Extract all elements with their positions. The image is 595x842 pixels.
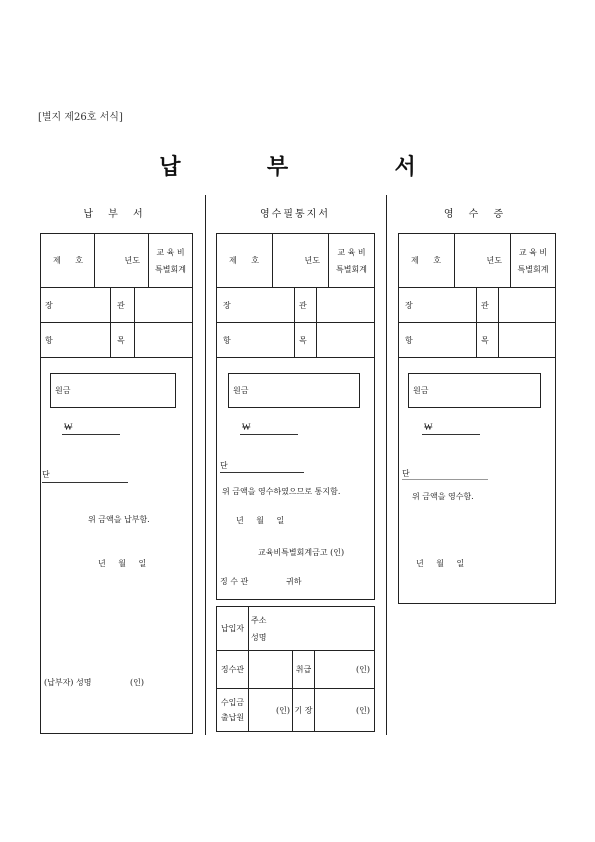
col2-ho: 호 xyxy=(251,256,260,265)
col3-account-line1: 교 육 비 xyxy=(518,247,548,257)
col3-number-cell xyxy=(399,234,455,288)
col1-ho: 호 xyxy=(75,256,84,265)
col3-mok-value xyxy=(499,323,556,358)
col2-amount-box xyxy=(228,373,360,408)
title-char-2: 부 xyxy=(266,154,289,180)
col3-account-cell xyxy=(511,234,556,288)
col2-statement: 위 금액을 영수하였으므로 통지함. xyxy=(222,487,341,496)
col2-collector-suffix: 귀하 xyxy=(286,577,302,586)
col1-header-table xyxy=(40,233,193,288)
col2-row-record-seal: (인) xyxy=(315,689,375,732)
col2-account-cell xyxy=(329,234,375,288)
col2-row-collector: 징수관 xyxy=(217,651,249,689)
col2-year-cell xyxy=(273,234,329,288)
col1-dan: 단 xyxy=(42,470,50,479)
col1-account-cell xyxy=(149,234,193,288)
page-title xyxy=(0,150,595,181)
col2-account-line1: 교 육 비 xyxy=(337,247,366,257)
col1-won-line xyxy=(62,434,120,435)
col3-dan: 단 xyxy=(402,469,410,478)
col2-account-line2: 특별회계 xyxy=(336,264,367,274)
col1-jang-value xyxy=(65,288,111,323)
col3-won-symbol: ₩ xyxy=(424,423,433,433)
col1-budget-table xyxy=(40,287,193,358)
col2-jang: 장 xyxy=(217,288,241,323)
col1-mok-value xyxy=(135,323,193,358)
col1-je: 제 xyxy=(53,256,61,265)
col1-title: 납 부 서 xyxy=(83,209,149,220)
col3-hang-value xyxy=(423,323,477,358)
col1-gwan-value xyxy=(135,288,193,323)
col1-amount-label: 원금 xyxy=(55,386,71,395)
col3-account-line2: 특별회계 xyxy=(517,264,549,274)
col2-payer-detail xyxy=(249,607,375,651)
col2-gwan-value xyxy=(317,288,375,323)
col3-date: 년 월 일 xyxy=(416,559,465,568)
col2-row-record: 기 장 xyxy=(293,689,315,732)
col3-header-table xyxy=(398,233,556,288)
form-caption: [별지 제26호 서식] xyxy=(38,112,123,123)
col2-gwan: 관 xyxy=(295,288,317,323)
col2-date: 년 월 일 xyxy=(236,516,285,525)
col2-hang-value xyxy=(241,323,295,358)
col1-mok: 목 xyxy=(111,323,135,358)
col3-year-label: 년도 xyxy=(486,256,502,265)
column-divider-1 xyxy=(205,195,206,735)
col2-dan-line xyxy=(220,472,304,473)
col2-approval-table xyxy=(216,650,375,732)
col2-row-receipt-line2: 출납원 xyxy=(220,713,245,722)
col2-collector: 징 수 관 xyxy=(220,577,249,586)
col2-number-cell xyxy=(217,234,273,288)
col2-row-receipt xyxy=(217,689,249,732)
col3-amount-label: 원금 xyxy=(413,386,429,395)
col1-hang-value xyxy=(65,323,111,358)
col2-payer-table xyxy=(216,606,375,651)
col3-jang-value xyxy=(423,288,477,323)
col1-date: 년 월 일 xyxy=(98,559,147,568)
column-divider-2 xyxy=(386,195,387,735)
col2-won-line xyxy=(240,434,298,435)
col1-jang: 장 xyxy=(41,288,65,323)
col2-row-receipt-line1: 수입금 xyxy=(220,698,245,707)
col1-year-label: 년도 xyxy=(124,256,140,265)
col2-name-label: 성명 xyxy=(251,632,267,642)
col1-seal: (인) xyxy=(130,678,144,687)
col2-hang: 항 xyxy=(217,323,241,358)
col2-mok: 목 xyxy=(295,323,317,358)
title-char-3: 서 xyxy=(394,154,416,180)
col2-dan: 단 xyxy=(220,461,228,470)
col3-mok: 목 xyxy=(477,323,499,358)
col2-year-label: 년도 xyxy=(304,256,320,265)
col3-statement: 위 금액을 영수함. xyxy=(412,492,474,501)
col2-mok-value xyxy=(317,323,375,358)
col3-won-line xyxy=(422,434,480,435)
col2-title: 영수필통지서 xyxy=(260,209,330,220)
col2-jang-value xyxy=(241,288,295,323)
col3-year-cell xyxy=(455,234,511,288)
col2-account-seal: 교육비특별회계금고 (인) xyxy=(258,548,345,557)
col1-payer-label: (납부자) 성명 xyxy=(44,678,92,687)
col1-account-line2: 특별회계 xyxy=(155,264,186,274)
col3-amount-box xyxy=(408,373,541,408)
col3-je: 제 xyxy=(411,256,419,265)
col1-hang: 항 xyxy=(41,323,65,358)
col2-row-handling-seal: (인) xyxy=(315,651,375,689)
col3-budget-table xyxy=(398,287,556,358)
col1-amount-box xyxy=(50,373,176,408)
col1-statement: 위 금액을 납부함. xyxy=(88,515,150,524)
col3-hang: 항 xyxy=(399,323,423,358)
col2-header-table xyxy=(216,233,375,288)
col2-amount-label: 원금 xyxy=(233,386,249,395)
col3-gwan-value xyxy=(499,288,556,323)
col2-budget-table xyxy=(216,287,375,358)
col1-number-cell xyxy=(41,234,95,288)
col1-won-symbol: ₩ xyxy=(64,423,73,433)
col2-address-label: 주소 xyxy=(251,615,267,625)
col3-jang: 장 xyxy=(399,288,423,323)
col3-gwan: 관 xyxy=(477,288,499,323)
col1-year-cell xyxy=(95,234,149,288)
col2-won-symbol: ₩ xyxy=(242,423,251,433)
col1-account-line1: 교 육 비 xyxy=(156,247,185,257)
col2-row-receipt-seal: (인) xyxy=(249,689,293,732)
col1-dan-line xyxy=(42,482,128,483)
col2-payer-label: 납입자 xyxy=(217,607,249,651)
col3-title: 영 수 증 xyxy=(443,209,510,220)
col2-je: 제 xyxy=(229,256,237,265)
col2-row-handling: 취급 xyxy=(293,651,315,689)
col3-dan-line xyxy=(402,479,488,480)
col2-row-collector-value xyxy=(249,651,293,689)
col3-ho: 호 xyxy=(433,256,442,265)
title-char-1: 납 xyxy=(159,154,181,180)
col1-gwan: 관 xyxy=(111,288,135,323)
